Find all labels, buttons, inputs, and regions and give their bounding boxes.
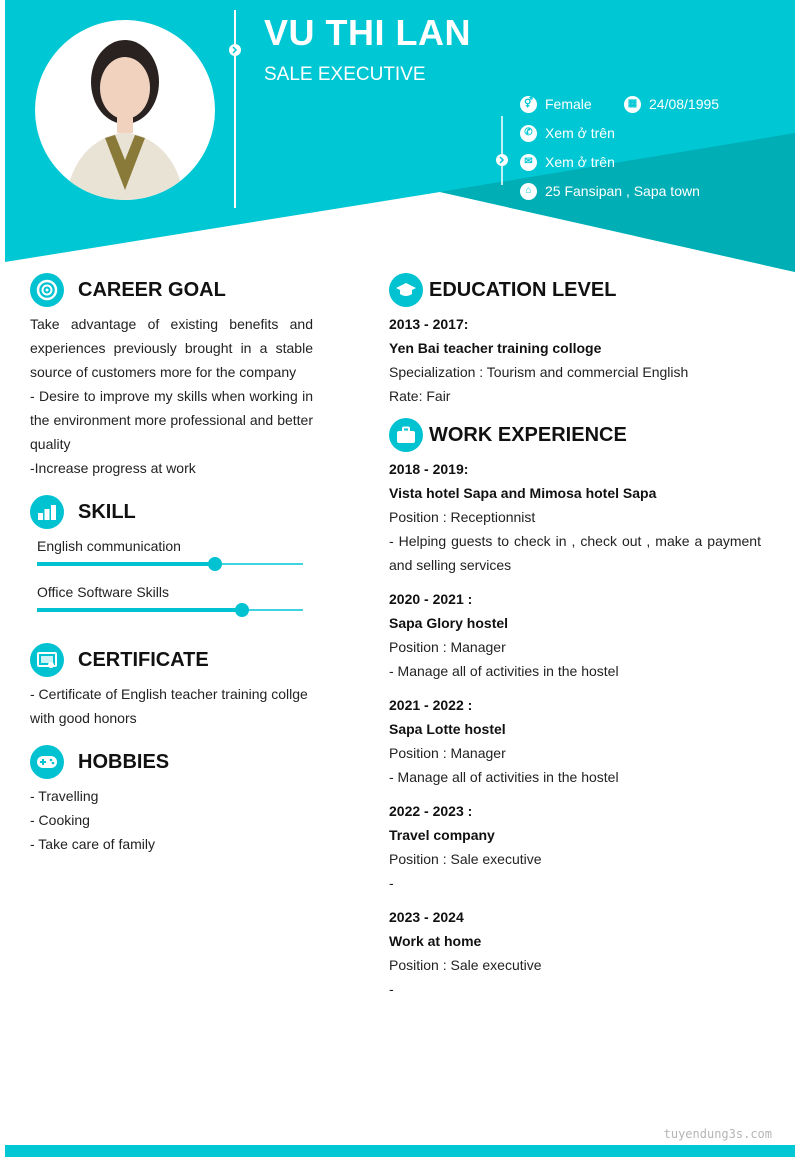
- work-position: Position : Manager: [389, 639, 506, 655]
- calendar-icon: ▦: [624, 96, 641, 113]
- work-entry: [389, 457, 761, 577]
- education-section: [389, 272, 761, 408]
- section-title: WORK EXPERIENCE: [429, 423, 627, 446]
- work-experience-header: [389, 417, 761, 453]
- section-title: EDUCATION LEVEL: [429, 278, 617, 301]
- skill-label: Office Software Skills: [37, 584, 170, 600]
- work-company: Sapa Lotte hostel: [389, 721, 506, 737]
- work-position: Position : Sale executive: [389, 957, 542, 973]
- work-period: 2023 - 2024: [389, 909, 464, 925]
- section-title: CERTIFICATE: [78, 648, 209, 671]
- phone-text: Xem ở trên: [545, 125, 615, 141]
- education-header: [389, 272, 761, 308]
- skill-level-bar: [37, 604, 303, 616]
- hobbies-header: [30, 744, 313, 780]
- work-experience-section: [389, 417, 761, 1011]
- gamepad-icon: [30, 745, 64, 779]
- career-goal-section: [30, 272, 313, 480]
- phone-info: [520, 123, 615, 143]
- work-position: Position : Receptionnist: [389, 509, 536, 525]
- work-description: -: [389, 875, 394, 891]
- work-entry: [389, 799, 761, 895]
- birthday-text: 24/08/1995: [649, 96, 720, 112]
- address-info: [520, 181, 700, 201]
- section-title: HOBBIES: [78, 750, 170, 773]
- education-specialization: Specialization : Tourism and commercial English: [389, 364, 689, 380]
- skill-knob: [235, 603, 249, 617]
- gender-info: [520, 94, 592, 114]
- address-text: 25 Fansipan , Sapa town: [545, 183, 700, 199]
- certificate-header: [30, 642, 313, 678]
- watermark: tuyendung3s.com: [663, 1127, 772, 1141]
- home-icon: ⌂: [520, 183, 537, 200]
- target-icon: [30, 273, 64, 307]
- skill-section: [30, 494, 313, 616]
- hobby-item: - Travelling: [30, 788, 99, 804]
- work-company: Vista hotel Sapa and Mimosa hotel Sapa: [389, 485, 657, 501]
- work-entry: [389, 693, 761, 789]
- certificate-section: [30, 642, 313, 730]
- career-goal-text: -Increase progress at work: [30, 460, 196, 476]
- certificate-text: - Certificate of English teacher training collge with good honors: [30, 686, 308, 726]
- work-company: Sapa Glory hostel: [389, 615, 509, 631]
- education-school: Yen Bai teacher training colloge: [389, 340, 602, 356]
- education-rate: Rate: Fair: [389, 388, 451, 404]
- career-goal-text: Take advantage of existing benefits and experiences previously brought in a stable source of customers more for the company: [30, 316, 313, 380]
- skill-header: [30, 494, 313, 530]
- work-company: Work at home: [389, 933, 482, 949]
- work-description: - Manage all of activities in the hostel: [389, 663, 619, 679]
- certificate-icon: [30, 643, 64, 677]
- hobby-item: - Take care of family: [30, 836, 156, 852]
- hobbies-section: [30, 744, 313, 856]
- gender-text: Female: [545, 96, 592, 112]
- gender-icon: ⚥: [520, 96, 537, 113]
- work-entry: [389, 587, 761, 683]
- work-period: 2022 - 2023 :: [389, 803, 473, 819]
- briefcase-icon: [389, 418, 423, 452]
- graduation-cap-icon: [389, 273, 423, 307]
- work-position: Position : Manager: [389, 745, 506, 761]
- work-period: 2018 - 2019:: [389, 461, 469, 477]
- work-period: 2021 - 2022 :: [389, 697, 473, 713]
- work-description: - Helping guests to check in , check out , make a payment and selling services: [389, 533, 761, 573]
- footer-bar: [5, 1145, 795, 1157]
- work-company: Travel company: [389, 827, 495, 843]
- work-period: 2020 - 2021 :: [389, 591, 473, 607]
- skill-item: [37, 580, 313, 616]
- job-title: SALE EXECUTIVE: [264, 64, 426, 85]
- work-description: -: [389, 981, 394, 997]
- section-title: CAREER GOAL: [78, 278, 226, 301]
- email-text: Xem ở trên: [545, 154, 615, 170]
- candidate-name: VU THI LAN: [264, 12, 471, 53]
- profile-photo: [35, 20, 215, 200]
- hobby-item: - Cooking: [30, 812, 90, 828]
- skill-level-bar: [37, 558, 303, 570]
- career-goal-header: [30, 272, 313, 308]
- phone-icon: ✆: [520, 125, 537, 142]
- skill-item: [37, 534, 313, 570]
- bar-chart-icon: [30, 495, 64, 529]
- skill-label: English communication: [37, 538, 181, 554]
- section-title: SKILL: [78, 500, 136, 523]
- career-goal-text: - Desire to improve my skills when working in the environment more professional and better quality: [30, 388, 313, 452]
- birthday-info: [624, 94, 719, 114]
- email-info: [520, 152, 615, 172]
- education-period: 2013 - 2017:: [389, 316, 469, 332]
- work-position: Position : Sale executive: [389, 851, 542, 867]
- work-entry: [389, 905, 761, 1001]
- skill-knob: [208, 557, 222, 571]
- work-description: - Manage all of activities in the hostel: [389, 769, 619, 785]
- mail-icon: ✉: [520, 154, 537, 171]
